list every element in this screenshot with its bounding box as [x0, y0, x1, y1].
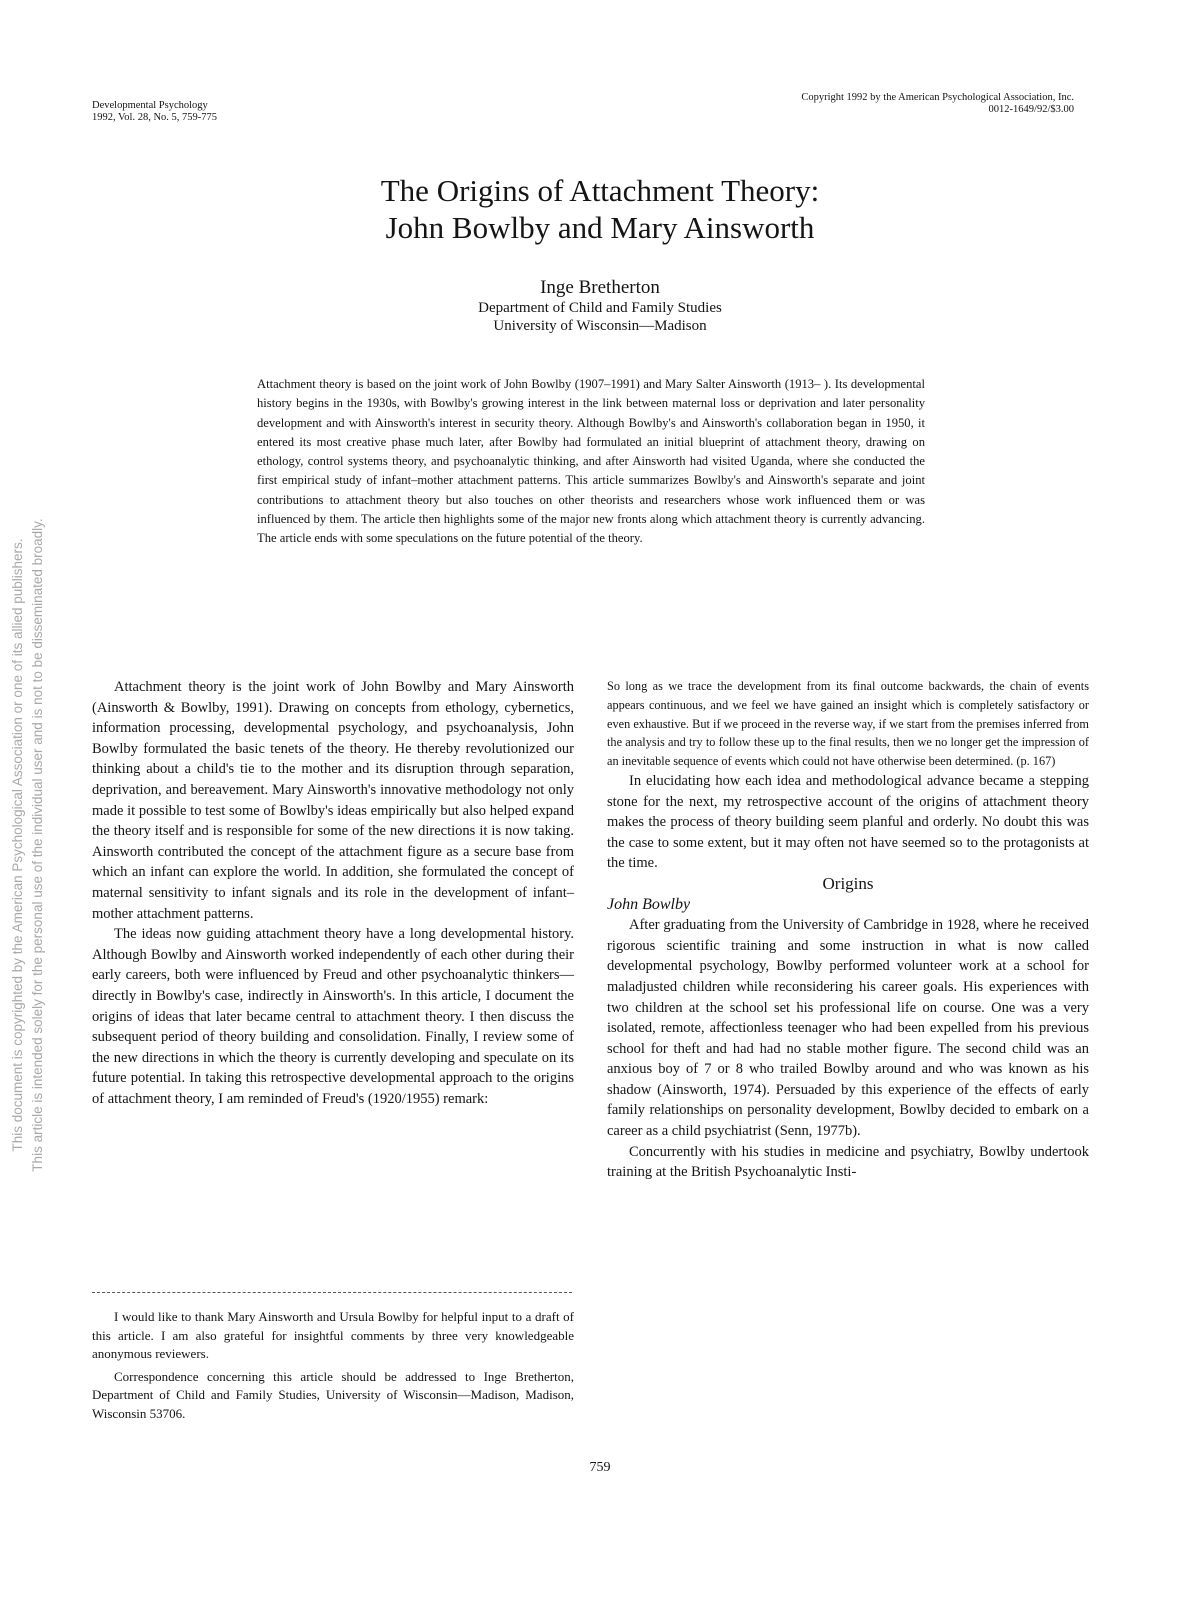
section-heading: Origins	[822, 873, 874, 893]
journal-citation	[92, 100, 217, 124]
body-paragraph: Concurrently with his studies in medicine and psychiatry, Bowlby undertook training at the British Psychoanalytic Insti-	[607, 1143, 1089, 1181]
body-paragraph: Attachment theory is the joint work of John Bowlby and Mary Ainsworth (Ainsworth & Bowlby, 1991). Drawing on concepts from ethology, cybernetics, information processing, developmental psychology, and psychoanalysis, John Bowlby formulated the basic tenets of the theory. He thereby revolutionized our thinking about a child's tie to the mother and its disruption through separation, deprivation, and bereavement. Mary Ainsworth's innovative methodology not only made it possible to test some of Bowlby's ideas empirically but also helped expand the theory itself and is responsible for some of the new directions it is now taking. Ainsworth contributed the concept of the attachment figure as a secure base from which an infant can explore the world. In addition, she formulated the concept of maternal sensitivity to infant signals and its role in the development of infant–mother attachment patterns.	[92, 679, 574, 922]
block-quote: So long as we trace the development from its final outcome backwards, the chain of events appears continuous, and we feel we have gained an insight which is completely satisfactory or even exhaustive. But if we proceed in the reverse way, if we start from the premises inferred from the analysis and try to follow these up to the final results, then we no longer get the impression of an inevitable sequence of events which could not have otherwise been determined. (p. 167)	[607, 679, 1089, 769]
watermark-line-2: This article is intended solely for the personal use of the individual user and is not to be disseminated broadly.	[30, 518, 45, 1172]
subsection-heading: John Bowlby	[607, 895, 691, 913]
author-department: Department of Child and Family Studies	[478, 300, 722, 316]
copyright-notice	[801, 92, 1074, 116]
price-code: 0012-1649/92/$3.00	[988, 104, 1074, 115]
title-line-1: The Origins of Attachment Theory:	[380, 173, 820, 208]
author-name: Inge Bretherton	[540, 277, 660, 298]
journal-name: Developmental Psychology	[92, 100, 208, 111]
page-number: 759	[589, 1460, 611, 1475]
body-paragraph: In elucidating how each idea and methodological advance became a stepping stone for the next, my retrospective account of the origins of attachment theory makes the process of theory building seem planful and orderly. No doubt this was the case to some extent, but it may often not have seemed so to the protagonists at the time.	[607, 772, 1089, 872]
title-line-2: John Bowlby and Mary Ainsworth	[385, 210, 815, 245]
footnote-correspondence: Correspondence concerning this article should be addressed to Inge Bretherton, Department of Child and Family Studies, University of Wisconsin—Madison, Madison, Wisconsin 53706.	[92, 1368, 574, 1421]
footnotes	[92, 1308, 574, 1427]
article-title	[0, 172, 1200, 246]
left-column	[92, 677, 574, 1109]
author-block	[0, 277, 1200, 335]
journal-issue: 1992, Vol. 28, No. 5, 759-775	[92, 112, 218, 123]
footnote-acknowledgment: I would like to thank Mary Ainsworth and Ursula Bowlby for helpful input to a draft of this article. I am also grateful for insightful comments by three very knowledgeable anonymous reviewers.	[92, 1309, 574, 1361]
footnote-divider	[92, 1292, 572, 1294]
abstract: Attachment theory is based on the joint work of John Bowlby (1907–1991) and Mary Salter Ainsworth (1913– ). Its developmental history begins in the 1930s, with Bowlby's growing interest in the link between maternal loss or deprivation and later personality development and with Ainsworth's interest in security theory. Although Bowlby's and Ainsworth's collaboration began in 1950, it entered its most creative phase much later, after Bowlby had formulated an initial blueprint of attachment theory, drawing on ethology, control systems theory, and psychoanalytic thinking, and after Ainsworth had visited Uganda, where she conducted the first empirical study of infant–mother attachment patterns. This article summarizes Bowlby's and Ainsworth's separate and joint contributions to attachment theory but also touches on other theorists and researchers whose work influenced them or was influenced by them. The article then highlights some of the major new fronts along which attachment theory is currently advancing. The article ends with some speculations on the future potential of the theory.	[257, 377, 925, 546]
watermark-line-1: This document is copyrighted by the American Psychological Association or one of its allied publishers.	[10, 538, 25, 1152]
author-university: University of Wisconsin—Madison	[493, 318, 707, 334]
copyright-line: Copyright 1992 by the American Psychological Association, Inc.	[801, 92, 1074, 103]
right-column	[607, 677, 1089, 1183]
body-paragraph: After graduating from the University of Cambridge in 1928, where he received rigorous scientific training and some instruction in what is now called developmental psychology, Bowlby performed volunteer work at a school for maladjusted children while reconsidering his career goals. His experiences with two children at the school set his professional life on course. One was a very isolated, remote, affectionless teenager who had been expelled from his previous school for theft and had had no stable mother figure. The second child was an anxious boy of 7 or 8 who trailed Bowlby around and who was known as his shadow (Ainsworth, 1974). Persuaded by this experience of the effects of early family relationships on personality development, Bowlby decided to embark on a career as a child psychiatrist (Senn, 1977b).	[607, 917, 1089, 1140]
body-paragraph: The ideas now guiding attachment theory have a long developmental history. Although Bowlby and Ainsworth worked independently of each other during their early careers, both were influenced by Freud and other psychoanalytic thinkers—directly in Bowlby's case, indirectly in Ainsworth's. In this article, I document the origins of ideas that later became central to attachment theory. I then discuss the subsequent period of theory building and consolidation. Finally, I review some of the new directions in which the theory is currently developing and speculate on its future potential. In taking this retrospective developmental approach to the origins of attachment theory, I am reminded of Freud's (1920/1955) remark:	[92, 926, 574, 1107]
